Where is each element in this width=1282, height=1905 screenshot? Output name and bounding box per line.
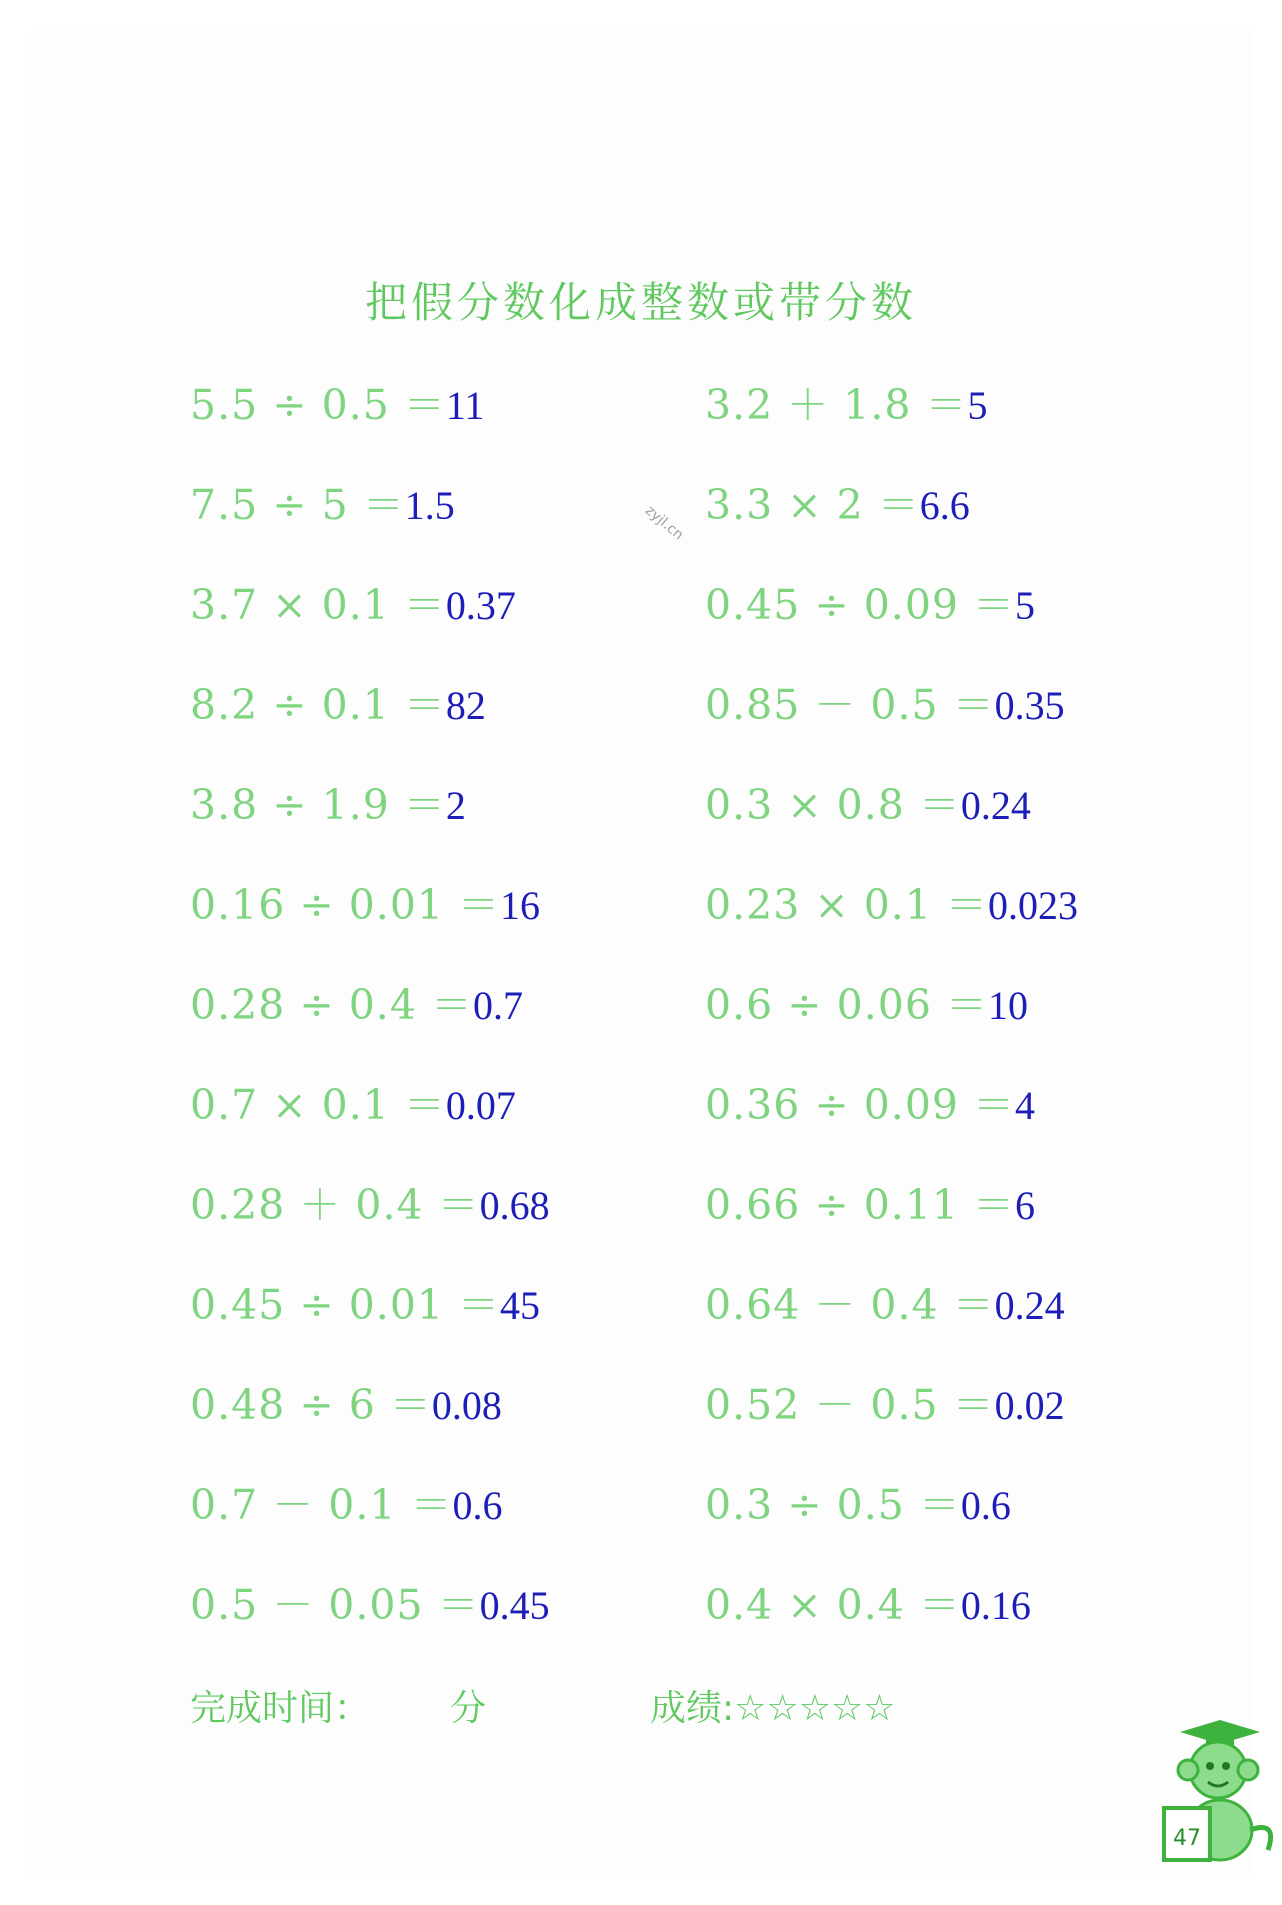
problem-answer: 45	[500, 1283, 541, 1328]
left-problem	[190, 875, 540, 935]
problem-expression: 0.52 － 0.5 ＝	[705, 1381, 995, 1429]
problem-expression: 0.85 － 0.5 ＝	[705, 681, 995, 729]
score-label	[650, 1680, 896, 1731]
left-problem	[190, 1475, 503, 1535]
right-problem	[705, 875, 1078, 935]
watermark: zyjl.cn	[642, 502, 687, 544]
right-problem	[705, 675, 1065, 735]
problem-answer: 0.16	[960, 1583, 1031, 1628]
page-number: 47	[1173, 1826, 1201, 1851]
problem-answer: 82	[445, 683, 486, 728]
problem-answer: 16	[500, 883, 541, 928]
problem-answer: 11	[445, 383, 485, 428]
problem-answer: 0.023	[987, 883, 1078, 928]
problem-answer: 5	[1015, 583, 1036, 628]
problem-answer: 0.45	[479, 1583, 550, 1628]
problem-expression: 0.48 ÷ 6 ＝	[190, 1381, 432, 1429]
problem-expression: 0.36 ÷ 0.09 ＝	[705, 1081, 1016, 1129]
right-problem	[705, 575, 1035, 635]
problem-expression: 0.3 ÷ 0.5 ＝	[705, 1481, 961, 1529]
problem-answer: 0.08	[431, 1383, 502, 1428]
problem-expression: 5.5 ÷ 0.5 ＝	[190, 381, 446, 429]
problem-answer: 10	[987, 983, 1028, 1028]
right-problem	[705, 1475, 1011, 1535]
left-problem	[190, 475, 455, 535]
right-problem	[705, 1375, 1065, 1435]
problem-expression: 3.2 ＋ 1.8 ＝	[705, 381, 968, 429]
left-problem	[190, 1075, 516, 1135]
problem-expression: 0.16 ÷ 0.01 ＝	[190, 881, 501, 929]
left-problem	[190, 375, 484, 435]
problem-answer: 6.6	[919, 483, 970, 528]
problem-expression: 0.3 × 0.8 ＝	[705, 781, 961, 829]
right-problem	[705, 1275, 1065, 1335]
problem-expression: 0.4 × 0.4 ＝	[705, 1581, 961, 1629]
left-problem	[190, 1575, 550, 1635]
problem-answer: 0.6	[960, 1483, 1011, 1528]
problem-expression: 0.45 ÷ 0.09 ＝	[705, 581, 1016, 629]
problem-expression: 0.5 － 0.05 ＝	[190, 1581, 480, 1629]
problem-answer: 0.68	[479, 1183, 550, 1228]
problem-answer: 5	[967, 383, 988, 428]
problem-expression: 0.66 ÷ 0.11 ＝	[705, 1181, 1016, 1229]
problem-answer: 0.07	[445, 1083, 516, 1128]
problem-answer: 0.6	[452, 1483, 503, 1528]
left-problem	[190, 975, 523, 1035]
problem-answer: 1.5	[404, 483, 455, 528]
problem-answer: 6	[1015, 1183, 1036, 1228]
problem-expression: 8.2 ÷ 0.1 ＝	[190, 681, 446, 729]
right-problem	[705, 975, 1028, 1035]
problem-answer: 2	[445, 783, 466, 828]
problem-answer: 0.37	[445, 583, 516, 628]
left-problem	[190, 775, 466, 835]
left-problem	[190, 1175, 550, 1235]
left-problem	[190, 1375, 502, 1435]
score-stars: ☆☆☆☆☆	[734, 1688, 896, 1729]
problem-expression: 0.6 ÷ 0.06 ＝	[705, 981, 988, 1029]
problem-answer: 4	[1015, 1083, 1036, 1128]
left-problem	[190, 1275, 540, 1335]
problem-answer: 0.24	[994, 1283, 1065, 1328]
right-problem	[705, 1075, 1035, 1135]
monkey-mascot-icon	[1150, 1720, 1280, 1870]
problem-answer: 0.35	[994, 683, 1065, 728]
right-problem	[705, 375, 988, 435]
left-problem	[190, 575, 516, 635]
problem-expression: 0.7 × 0.1 ＝	[190, 1081, 446, 1129]
problem-expression: 0.23 × 0.1 ＝	[705, 881, 988, 929]
left-problem	[190, 675, 486, 735]
problem-expression: 0.7 － 0.1 ＝	[190, 1481, 453, 1529]
problem-grid	[30, 30, 1252, 1875]
minutes-label: 分	[450, 1688, 487, 1729]
right-problem	[705, 775, 1031, 835]
problem-expression: 0.28 ＋ 0.4 ＝	[190, 1181, 480, 1229]
problem-expression: 3.7 × 0.1 ＝	[190, 581, 446, 629]
problem-expression: 3.8 ÷ 1.9 ＝	[190, 781, 446, 829]
problem-expression: 0.28 ÷ 0.4 ＝	[190, 981, 473, 1029]
right-problem	[705, 1175, 1035, 1235]
problem-expression: 3.3 × 2 ＝	[705, 481, 920, 529]
page-title: 把假分数化成整数或带分数	[364, 278, 917, 327]
problem-expression: 7.5 ÷ 5 ＝	[190, 481, 405, 529]
problem-answer: 0.24	[960, 783, 1031, 828]
worksheet-page	[30, 30, 1252, 1875]
problem-answer: 0.02	[994, 1383, 1065, 1428]
problem-expression: 0.45 ÷ 0.01 ＝	[190, 1281, 501, 1329]
completion-time-label: 完成时间：	[190, 1688, 371, 1729]
problem-expression: 0.64 － 0.4 ＝	[705, 1281, 995, 1329]
score-text: 成绩:	[650, 1688, 735, 1729]
right-problem	[705, 475, 970, 535]
problem-answer: 0.7	[472, 983, 523, 1028]
right-problem	[705, 1575, 1031, 1635]
